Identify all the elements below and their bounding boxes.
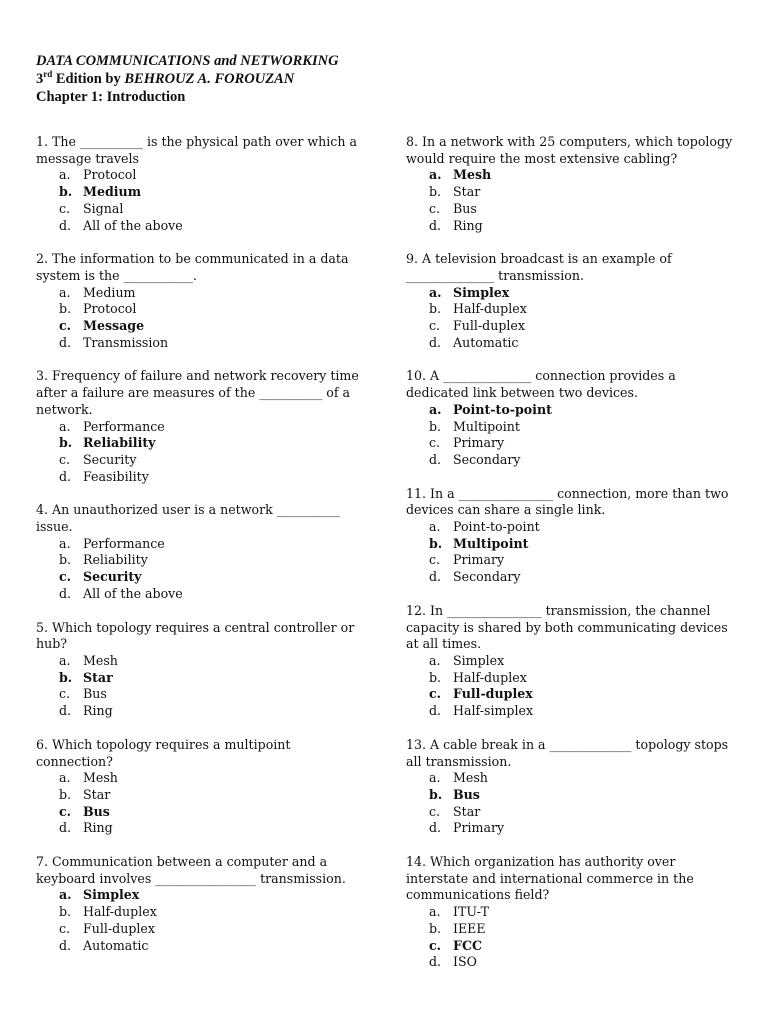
option-text: Full-duplex bbox=[453, 686, 533, 702]
answer-option bbox=[406, 670, 736, 687]
option-letter: a. bbox=[429, 284, 442, 300]
answer-option bbox=[36, 921, 366, 938]
question-text: 6. Which topology requires a multipoint connection? bbox=[36, 736, 291, 769]
question-text: 1. The __________ is the physical path over which a message travels bbox=[36, 134, 357, 166]
answer-option bbox=[406, 703, 736, 720]
option-letter: b. bbox=[59, 904, 72, 920]
answer-option bbox=[36, 335, 366, 352]
option-letter: a. bbox=[59, 418, 71, 434]
option-letter: c. bbox=[429, 435, 441, 451]
answer-option-correct bbox=[36, 804, 366, 821]
option-text: Medium bbox=[83, 284, 136, 300]
option-letter: c. bbox=[59, 569, 72, 585]
option-text: ISO bbox=[453, 954, 477, 970]
answer-option bbox=[36, 904, 366, 921]
option-text: Bus bbox=[83, 803, 110, 819]
edition-line bbox=[36, 70, 339, 88]
answer-option bbox=[36, 787, 366, 804]
answer-option bbox=[406, 201, 736, 218]
option-letter: d. bbox=[59, 585, 72, 601]
answer-option bbox=[36, 653, 366, 670]
option-text: Medium bbox=[83, 184, 142, 200]
question-item bbox=[36, 502, 366, 602]
option-letter: b. bbox=[429, 669, 442, 685]
option-text: Point-to-point bbox=[453, 401, 552, 417]
answer-option bbox=[406, 435, 736, 452]
answer-option bbox=[36, 770, 366, 787]
option-letter: a. bbox=[429, 904, 441, 920]
option-text: Protocol bbox=[83, 301, 137, 317]
document-header bbox=[36, 52, 339, 106]
question-text: 12. In _______________ transmission, the channel capacity is shared by both communicating devices at all times. bbox=[406, 602, 728, 652]
right-question-column bbox=[406, 134, 736, 988]
book-title: DATA COMMUNICATIONS and NETWORKING bbox=[36, 53, 339, 69]
option-text: All of the above bbox=[83, 585, 183, 601]
answer-option bbox=[36, 218, 366, 235]
option-letter: c. bbox=[429, 318, 441, 334]
answer-option bbox=[406, 335, 736, 352]
option-letter: b. bbox=[429, 418, 442, 434]
question-text: 10. A ______________ connection provides a dedicated link between two devices. bbox=[406, 368, 676, 401]
author-name: BEHROUZ A. FOROUZAN bbox=[124, 71, 295, 87]
answer-option bbox=[406, 804, 736, 821]
option-letter: c. bbox=[59, 686, 71, 702]
option-text: Half-simplex bbox=[453, 703, 534, 719]
answer-option bbox=[406, 954, 736, 971]
answer-option bbox=[36, 820, 366, 837]
answer-option bbox=[36, 686, 366, 703]
question-item bbox=[406, 737, 736, 837]
chapter-title: Chapter 1: Introduction bbox=[36, 89, 186, 105]
answer-option bbox=[406, 301, 736, 318]
answer-option bbox=[406, 184, 736, 201]
option-text: Bus bbox=[453, 786, 480, 802]
option-text: Feasibility bbox=[83, 468, 149, 484]
option-letter: c. bbox=[429, 937, 442, 953]
answer-option bbox=[36, 469, 366, 486]
answer-option bbox=[406, 318, 736, 335]
answer-option bbox=[36, 201, 366, 218]
option-text: Signal bbox=[83, 200, 124, 216]
answer-option bbox=[36, 703, 366, 720]
question-item bbox=[406, 134, 736, 234]
option-text: Simplex bbox=[83, 887, 140, 903]
option-text: Bus bbox=[453, 200, 477, 216]
question-text: 14. Which organization has authority over interstate and international commerce in the communications field? bbox=[406, 854, 694, 903]
answer-option-correct bbox=[36, 318, 366, 335]
option-text: Message bbox=[83, 318, 145, 334]
answer-option bbox=[36, 552, 366, 569]
question-item bbox=[36, 620, 366, 720]
answer-option-correct bbox=[406, 167, 736, 184]
option-text: Bus bbox=[83, 686, 107, 702]
answer-option-correct bbox=[406, 787, 736, 804]
option-letter: b. bbox=[429, 184, 442, 200]
option-text: Star bbox=[453, 803, 481, 819]
option-text: Star bbox=[453, 184, 481, 200]
option-text: All of the above bbox=[83, 217, 183, 233]
option-text: Simplex bbox=[453, 652, 505, 668]
option-letter: b. bbox=[429, 786, 443, 802]
option-letter: a. bbox=[429, 770, 441, 786]
option-text: Automatic bbox=[83, 937, 149, 953]
answer-option bbox=[406, 921, 736, 938]
answer-option-correct bbox=[406, 938, 736, 955]
option-letter: d. bbox=[59, 334, 72, 350]
option-letter: b. bbox=[429, 535, 443, 551]
answer-option bbox=[36, 167, 366, 184]
question-text: 11. In a _______________ connection, more than two devices can share a single link. bbox=[406, 485, 729, 518]
answer-option bbox=[36, 419, 366, 436]
option-text: Primary bbox=[453, 820, 505, 836]
question-text: 13. A cable break in a _____________ topology stops all transmission. bbox=[406, 736, 729, 769]
option-letter: d. bbox=[59, 703, 72, 719]
question-item bbox=[36, 251, 366, 351]
option-text: Security bbox=[83, 569, 142, 585]
question-text: 9. A television broadcast is an example of ______________ transmission. bbox=[406, 251, 672, 283]
answer-option bbox=[406, 218, 736, 235]
option-text: Point-to-point bbox=[453, 519, 540, 535]
answer-option-correct bbox=[406, 536, 736, 553]
option-text: Multipoint bbox=[453, 535, 529, 551]
option-text: Mesh bbox=[83, 770, 118, 786]
answer-option-correct bbox=[36, 184, 366, 201]
option-letter: a. bbox=[59, 167, 71, 183]
option-text: Mesh bbox=[453, 770, 488, 786]
option-letter: b. bbox=[429, 301, 442, 317]
answer-option bbox=[406, 653, 736, 670]
option-letter: d. bbox=[429, 703, 442, 719]
option-letter: d. bbox=[429, 451, 442, 467]
answer-option bbox=[36, 301, 366, 318]
answer-option bbox=[36, 536, 366, 553]
option-letter: b. bbox=[59, 184, 73, 200]
edition-suffix: rd bbox=[43, 69, 53, 80]
answer-option bbox=[36, 452, 366, 469]
option-letter: d. bbox=[59, 820, 72, 836]
option-letter: c. bbox=[429, 803, 441, 819]
option-text: Primary bbox=[453, 435, 505, 451]
option-letter: a. bbox=[59, 652, 71, 668]
option-text: Transmission bbox=[83, 334, 169, 350]
question-item bbox=[406, 854, 736, 971]
option-letter: d. bbox=[429, 954, 442, 970]
question-text: 8. In a network with 25 computers, which topology would require the most extensive cabling? bbox=[406, 134, 733, 166]
option-letter: a. bbox=[59, 535, 71, 551]
option-letter: c. bbox=[429, 552, 441, 568]
left-question-column bbox=[36, 134, 366, 971]
answer-option-correct bbox=[406, 285, 736, 302]
edition-text: Edition by bbox=[52, 71, 125, 87]
question-item bbox=[406, 486, 736, 586]
option-text: Mesh bbox=[453, 167, 492, 183]
option-text: Full-duplex bbox=[453, 318, 525, 334]
option-letter: b. bbox=[59, 552, 72, 568]
answer-option bbox=[36, 285, 366, 302]
question-text: 5. Which topology requires a central controller or hub? bbox=[36, 619, 355, 652]
option-text: Half-duplex bbox=[453, 301, 527, 317]
option-text: Security bbox=[83, 451, 137, 467]
option-text: Full-duplex bbox=[83, 920, 155, 936]
option-letter: b. bbox=[59, 669, 73, 685]
answer-option bbox=[406, 820, 736, 837]
option-letter: d. bbox=[59, 468, 72, 484]
option-text: Performance bbox=[83, 535, 165, 551]
option-text: FCC bbox=[453, 937, 482, 953]
option-letter: a. bbox=[59, 284, 71, 300]
option-text: Protocol bbox=[83, 167, 137, 183]
answer-option-correct bbox=[36, 887, 366, 904]
question-text: 3. Frequency of failure and network recovery time after a failure are measures of the __________ of a network. bbox=[36, 368, 359, 417]
answer-option bbox=[36, 938, 366, 955]
answer-option-correct bbox=[406, 402, 736, 419]
answer-option bbox=[406, 904, 736, 921]
answer-option bbox=[406, 452, 736, 469]
option-text: Star bbox=[83, 786, 111, 802]
answer-option bbox=[406, 419, 736, 436]
option-letter: c. bbox=[429, 686, 442, 702]
option-text: Performance bbox=[83, 418, 165, 434]
answer-option bbox=[406, 770, 736, 787]
answer-option bbox=[406, 569, 736, 586]
question-item bbox=[406, 603, 736, 720]
option-letter: a. bbox=[59, 770, 71, 786]
question-item bbox=[406, 251, 736, 351]
option-text: Reliability bbox=[83, 552, 148, 568]
answer-option-correct bbox=[406, 686, 736, 703]
question-item bbox=[36, 737, 366, 837]
question-text: 7. Communication between a computer and a keyboard involves ________________ transmission. bbox=[36, 854, 346, 886]
answer-option-correct bbox=[36, 670, 366, 687]
option-letter: c. bbox=[59, 803, 72, 819]
answer-option bbox=[406, 552, 736, 569]
option-letter: d. bbox=[429, 820, 442, 836]
option-letter: a. bbox=[429, 519, 441, 535]
answer-option-correct bbox=[36, 435, 366, 452]
question-item bbox=[36, 854, 366, 954]
option-text: Ring bbox=[453, 217, 483, 233]
option-letter: b. bbox=[59, 301, 72, 317]
option-text: Multipoint bbox=[453, 418, 520, 434]
option-letter: c. bbox=[59, 451, 71, 467]
option-text: Half-duplex bbox=[83, 904, 157, 920]
option-text: Simplex bbox=[453, 284, 510, 300]
option-letter: d. bbox=[59, 217, 72, 233]
option-text: ITU-T bbox=[453, 904, 489, 920]
option-letter: c. bbox=[59, 920, 71, 936]
answer-option bbox=[406, 519, 736, 536]
option-letter: d. bbox=[429, 334, 442, 350]
option-letter: b. bbox=[429, 920, 442, 936]
question-item bbox=[406, 368, 736, 468]
option-text: Automatic bbox=[453, 334, 519, 350]
question-text: 4. An unauthorized user is a network __________ issue. bbox=[36, 502, 340, 535]
option-letter: c. bbox=[59, 318, 72, 334]
option-text: Secondary bbox=[453, 569, 521, 585]
option-letter: b. bbox=[59, 786, 72, 802]
option-letter: d. bbox=[429, 217, 442, 233]
option-text: Ring bbox=[83, 703, 113, 719]
option-letter: a. bbox=[429, 401, 442, 417]
option-text: Star bbox=[83, 669, 113, 685]
option-letter: a. bbox=[59, 887, 72, 903]
question-text: 2. The information to be communicated in a data system is the ___________. bbox=[36, 251, 349, 283]
answer-option bbox=[36, 586, 366, 603]
option-text: Primary bbox=[453, 552, 505, 568]
option-letter: d. bbox=[429, 569, 442, 585]
option-letter: d. bbox=[59, 937, 72, 953]
option-text: Mesh bbox=[83, 652, 118, 668]
option-letter: a. bbox=[429, 167, 442, 183]
option-text: Half-duplex bbox=[453, 669, 527, 685]
option-letter: c. bbox=[429, 200, 441, 216]
option-text: IEEE bbox=[453, 920, 486, 936]
option-letter: a. bbox=[429, 652, 441, 668]
option-text: Reliability bbox=[83, 435, 156, 451]
option-text: Ring bbox=[83, 820, 113, 836]
question-item bbox=[36, 134, 366, 234]
option-text: Secondary bbox=[453, 451, 521, 467]
answer-option-correct bbox=[36, 569, 366, 586]
option-letter: c. bbox=[59, 200, 71, 216]
option-letter: b. bbox=[59, 435, 73, 451]
question-item bbox=[36, 368, 366, 485]
edition-number: 3 bbox=[36, 71, 44, 87]
